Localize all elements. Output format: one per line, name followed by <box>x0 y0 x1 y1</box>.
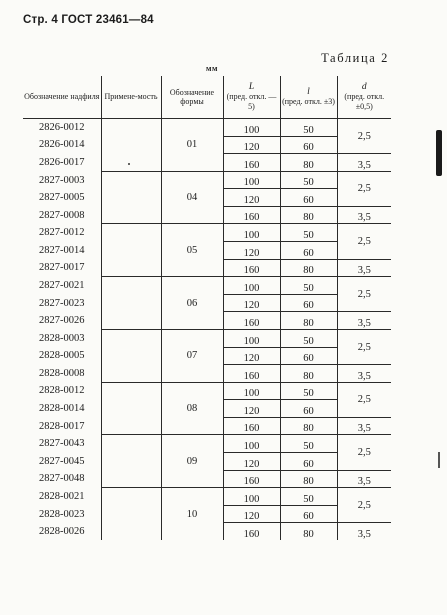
L-value-cell: 120 <box>223 347 280 365</box>
l-value-cell: 80 <box>280 470 337 488</box>
d-value-cell: 3,5 <box>337 523 391 540</box>
table-header-row <box>23 76 391 119</box>
col-d-header <box>337 76 391 119</box>
form-cell: 06 <box>161 277 223 330</box>
col-designation-header: Обозначение надфиля <box>23 76 101 119</box>
application-cell <box>101 277 161 330</box>
l-value-cell: 80 <box>280 206 337 224</box>
table-row <box>23 382 391 400</box>
form-cell: 05 <box>161 224 223 277</box>
designation-cell: 2828-0012 <box>39 385 85 397</box>
d-value-cell: 2,5 <box>337 329 391 364</box>
d-value-cell: 3,5 <box>337 259 391 277</box>
table-row <box>23 488 391 506</box>
designation-cell: 2827-0008 <box>39 209 85 221</box>
designation-cell: 2827-0043 <box>39 438 85 450</box>
l-value-cell: 80 <box>280 259 337 277</box>
L-value-cell: 120 <box>223 452 280 470</box>
L-value-cell: 100 <box>223 224 280 242</box>
designation-cell: 2827-0023 <box>39 297 85 309</box>
L-value-cell: 100 <box>223 119 280 137</box>
form-cell: 09 <box>161 435 223 488</box>
form-cell: 08 <box>161 382 223 435</box>
l-value-cell: 50 <box>280 329 337 347</box>
l-value-cell: 60 <box>280 347 337 365</box>
scan-artifact-small <box>438 452 440 468</box>
designation-cell: 2828-0023 <box>39 508 85 520</box>
designation-cell: 2827-0014 <box>39 244 85 256</box>
L-value-cell: 160 <box>223 259 280 277</box>
application-cell <box>101 435 161 488</box>
col-l-tolerance: (пред. откл. ±3) <box>282 97 335 106</box>
application-cell <box>101 119 161 172</box>
table-row <box>23 171 391 189</box>
d-value-cell: 2,5 <box>337 382 391 417</box>
col-application-header: Примене-мость <box>101 76 161 119</box>
designation-cell: 2828-0014 <box>39 403 85 415</box>
designation-cell: 2827-0017 <box>39 262 85 274</box>
l-value-cell: 50 <box>280 435 337 453</box>
l-value-cell: 80 <box>280 312 337 330</box>
L-value-cell: 120 <box>223 242 280 260</box>
table-row <box>23 435 391 453</box>
L-value-cell: 120 <box>223 294 280 312</box>
form-cell: 04 <box>161 171 223 224</box>
l-value-cell: 60 <box>280 452 337 470</box>
application-cell <box>101 171 161 224</box>
application-cell <box>101 329 161 382</box>
designation-cell: 2827-0003 <box>39 174 85 186</box>
col-L-tolerance: (пред. откл. —5) <box>226 92 277 111</box>
table-title: Таблица 2 <box>321 51 389 65</box>
col-form-header: Обозначение формы <box>161 76 223 119</box>
d-value-cell: 2,5 <box>337 488 391 523</box>
L-value-cell: 100 <box>223 329 280 347</box>
l-value-cell: 50 <box>280 119 337 137</box>
form-cell: 01 <box>161 119 223 172</box>
d-value-cell: 3,5 <box>337 417 391 435</box>
col-l-symbol: l <box>307 86 310 97</box>
units-label: мм <box>206 64 218 73</box>
designation-cell: 2828-0008 <box>39 367 85 379</box>
l-value-cell: 60 <box>280 136 337 154</box>
d-value-cell: 3,5 <box>337 312 391 330</box>
L-value-cell: 120 <box>223 136 280 154</box>
col-d-tolerance: (пред. откл. ±0,5) <box>344 92 385 111</box>
l-value-cell: 60 <box>280 242 337 260</box>
l-value-cell: 50 <box>280 382 337 400</box>
designation-cell: 2826-0017 <box>39 156 85 168</box>
l-value-cell: 80 <box>280 417 337 435</box>
designation-cell: 2828-0021 <box>39 490 85 502</box>
d-value-cell: 2,5 <box>337 277 391 312</box>
l-value-cell: 60 <box>280 189 337 207</box>
designation-cell: 2826-0012 <box>23 119 101 137</box>
application-cell <box>101 488 161 540</box>
designation-cell: 2828-0026 <box>39 525 85 537</box>
table-body <box>23 119 391 540</box>
L-value-cell: 100 <box>223 277 280 295</box>
l-value-cell: 50 <box>280 277 337 295</box>
d-value-cell: 2,5 <box>337 224 391 259</box>
designation-cell: 2827-0005 <box>39 192 85 204</box>
l-value-cell: 50 <box>280 224 337 242</box>
L-value-cell: 100 <box>223 435 280 453</box>
designation-cell: 2827-0045 <box>39 455 85 467</box>
L-value-cell: 160 <box>223 312 280 330</box>
L-value-cell: 160 <box>223 365 280 383</box>
L-value-cell: 160 <box>223 154 280 172</box>
col-d-symbol: d <box>361 81 367 92</box>
l-value-cell: 60 <box>280 294 337 312</box>
L-value-cell: 100 <box>223 382 280 400</box>
d-value-cell: 2,5 <box>337 171 391 206</box>
designation-cell: 2827-0026 <box>39 315 85 327</box>
designation-cell: 2827-0048 <box>39 473 85 485</box>
designation-cell: 2827-0012 <box>39 227 85 239</box>
table-row <box>23 224 391 242</box>
L-value-cell: 100 <box>223 488 280 506</box>
application-cell <box>101 224 161 277</box>
d-value-cell: 3,5 <box>337 365 391 383</box>
table-row <box>23 329 391 347</box>
form-cell: 07 <box>161 329 223 382</box>
L-value-cell: 120 <box>223 400 280 418</box>
d-value-cell: 2,5 <box>337 119 391 154</box>
L-value-cell: 120 <box>223 505 280 523</box>
designation-cell: 2826-0014 <box>39 139 85 151</box>
table-row <box>23 277 391 295</box>
l-value-cell: 80 <box>280 154 337 172</box>
l-value-cell: 50 <box>280 171 337 189</box>
d-value-cell: 3,5 <box>337 154 391 172</box>
designation-cell: 2828-0017 <box>39 420 85 432</box>
designation-cell: 2827-0021 <box>39 279 85 291</box>
l-value-cell: 60 <box>280 505 337 523</box>
l-value-cell: 60 <box>280 400 337 418</box>
col-l-header <box>280 76 337 119</box>
L-value-cell: 160 <box>223 523 280 540</box>
col-L-symbol: L <box>248 81 255 92</box>
page-header: Стр. 4 ГОСТ 23461—84 <box>23 14 154 26</box>
l-value-cell: 50 <box>280 488 337 506</box>
dimensions-table <box>23 76 391 540</box>
d-value-cell: 2,5 <box>337 435 391 470</box>
application-cell <box>101 382 161 435</box>
designation-cell: 2828-0003 <box>39 332 85 344</box>
designation-cell: 2828-0005 <box>39 350 85 362</box>
table-row <box>23 119 391 137</box>
L-value-cell: 100 <box>223 171 280 189</box>
d-value-cell: 3,5 <box>337 206 391 224</box>
d-value-cell: 3,5 <box>337 470 391 488</box>
L-value-cell: 160 <box>223 417 280 435</box>
col-L-header <box>223 76 280 119</box>
L-value-cell: 160 <box>223 470 280 488</box>
L-value-cell: 120 <box>223 189 280 207</box>
scan-artifact <box>436 130 442 176</box>
dot-mark <box>128 163 130 165</box>
form-cell: 10 <box>161 488 223 540</box>
L-value-cell: 160 <box>223 206 280 224</box>
l-value-cell: 80 <box>280 365 337 383</box>
l-value-cell: 80 <box>280 523 337 540</box>
